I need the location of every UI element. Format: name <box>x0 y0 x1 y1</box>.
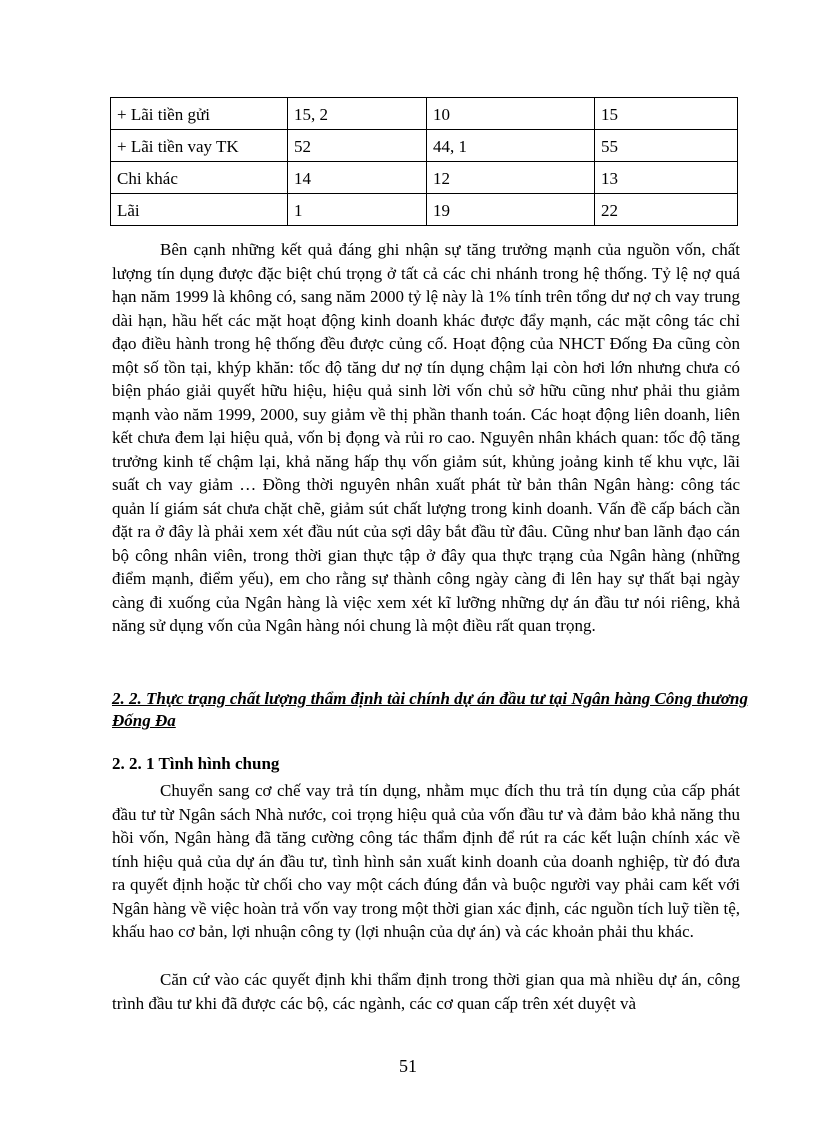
table-cell: Lãi <box>111 194 288 226</box>
table-cell: + Lãi tiền gửi <box>111 98 288 130</box>
body-paragraph <box>112 238 740 638</box>
table-cell: 14 <box>288 162 427 194</box>
financial-table <box>110 97 738 226</box>
table-cell: 15, 2 <box>288 98 427 130</box>
body-paragraph <box>112 779 740 944</box>
table-cell: Chi khác <box>111 162 288 194</box>
page-number: 51 <box>399 1056 417 1076</box>
paragraph-text: Chuyển sang cơ chế vay trả tín dụng, nhằm mục đích thu trả tín dụng của cấp phát đầu tư từ Ngân sách Nhà nước, coi trọng hiệu quả của vốn đầu tư và đảm bảo khả năng thu hồi vốn, Ngân hàng đã tăng cường công tác thẩm định để rút ra các kết luận chính xác về tính hiệu quả của dự án đầu tư, tình hình sản xuất kinh doanh của doanh nghiệp, từ đó đưa ra quyết định hoặc từ chối cho vay một cách đúng đắn và buộc người vay phải cam kết với Ngân hàng về việc hoàn trả vốn vay trong một thời gian xác định, các nguồn tích luỹ tiền tệ, khấu hao cơ bản, lợi nhuận công ty (lợi nhuận của dự án) và các khoản phải thu khác. <box>112 781 740 941</box>
table-cell: 44, 1 <box>427 130 595 162</box>
paragraph-text: Bên cạnh những kết quả đáng ghi nhận sự tăng trưởng mạnh của nguồn vốn, chất lượng tín dụng được đặc biệt chú trọng ở tất cả các chi nhánh trong hệ thống. Tỷ lệ nợ quá hạn năm 1999 là không có, sang năm 2000 tỷ lệ này là 1% tính trên tổng dư nợ ch vay trung dài hạn, hầu hết các mặt hoạt động kinh doanh khác được đẩy mạnh, các mặt công tác chỉ đạo điều hành trong hệ thống đều được củng cố. Hoạt động của NHCT Đống Đa cũng còn một số tồn tại, khýp khăn: tốc độ tăng dư nợ tín dụng chậm lại còn hơi lớn nhưng chưa có biện pháo giải quyết hữu hiệu, hiệu quả sinh lời vốn chủ sở hữu cũng như phải thu giảm mạnh vào năm 1999, 2000, suy giảm về thị phần thanh toán. Các hoạt động liên doanh, liên kết chưa đem lại hiệu quả, vốn bị đọng và rủi ro cao. Nguyên nhân khách quan: tốc độ tăng trưởng kinh tế chậm lại, khả năng hấp thụ vốn giảm sút, khủng joảng kinh tế khu vực, lãi suất ch vay giảm … Đồng thời nguyên nhân xuất phát từ bản thân Ngân hàng: công tác quản lí giám sát chưa chặt chẽ, giảm sút chất lượng trong kinh doanh. Vấn đề cấp bách cần đặt ra ở đây là phải xem xét đầu nút của sợi dây bắt đầu từ đâu. Cũng như ban lãnh đạo cán bộ công nhân viên, trong thời gian thực tập ở đây qua thực trạng của Ngân hàng (những điểm mạnh, điểm yếu), em cho rằng sự thành công ngày càng đi lên hay sự thất bại ngày càng đi xuống của Ngân hàng là việc xem xét kĩ lưỡng những dự án đầu tư nói riêng, khả năng sử dụng vốn của Ngân hàng nói chung là một điều rất quan trọng. <box>112 240 740 635</box>
table-cell: 1 <box>288 194 427 226</box>
table-row <box>111 130 738 162</box>
table-cell: 52 <box>288 130 427 162</box>
table-cell: 13 <box>595 162 738 194</box>
subsection-heading: 2. 2. 1 Tình hình chung <box>112 754 280 773</box>
paragraph-text: Căn cứ vào các quyết định khi thẩm định trong thời gian qua mà nhiều dự án, công trình đầu tư khi đã được các bộ, các ngành, các cơ quan cấp trên xét duyệt và <box>112 970 740 1013</box>
table-cell: 22 <box>595 194 738 226</box>
table-row <box>111 98 738 130</box>
table-cell: 10 <box>427 98 595 130</box>
table-cell: 12 <box>427 162 595 194</box>
table-cell: + Lãi tiền vay TK <box>111 130 288 162</box>
table-row <box>111 194 738 226</box>
table-row <box>111 162 738 194</box>
table-cell: 19 <box>427 194 595 226</box>
table-cell: 55 <box>595 130 738 162</box>
table-cell: 15 <box>595 98 738 130</box>
body-paragraph <box>112 968 740 1015</box>
section-heading: 2. 2. Thực trạng chất lượng thẩm định tài chính dự án đầu tư tại Ngân hàng Công thương Đống Đa <box>112 689 749 730</box>
